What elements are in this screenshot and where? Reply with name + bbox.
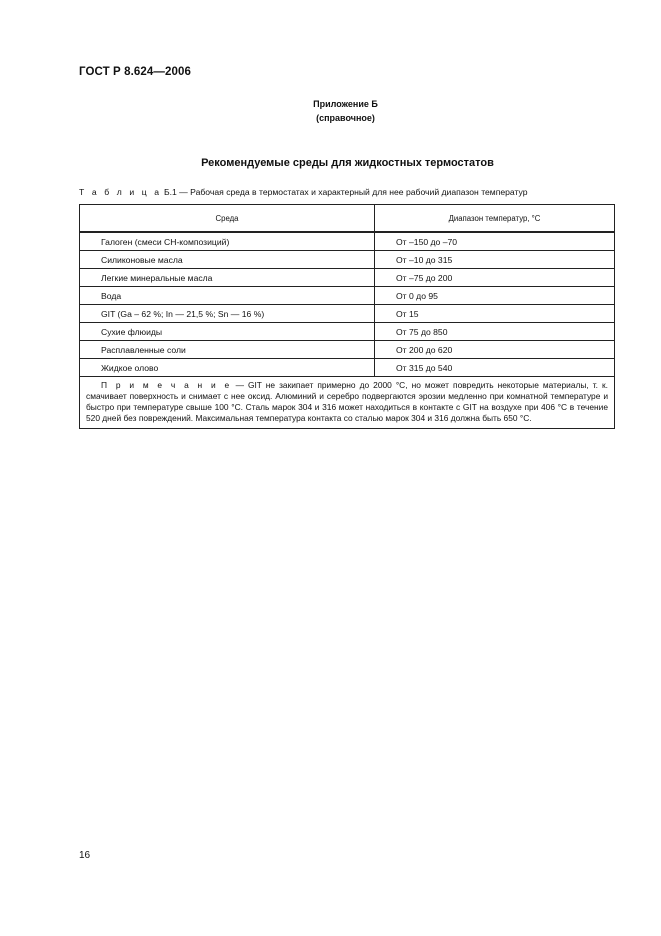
cell-range: От –75 до 200 <box>375 269 615 287</box>
table-caption-text: Б.1 — Рабочая среда в термостатах и характерный для нее рабочий диапазон температур <box>161 187 528 197</box>
cell-medium: Сухие флюиды <box>80 323 375 341</box>
cell-range: От –150 до –70 <box>375 232 615 251</box>
page-title: Рекомендуемые среды для жидкостных термостатов <box>201 157 494 169</box>
column-header-range: Диапазон температур, °C <box>375 205 615 233</box>
cell-range: От 200 до 620 <box>375 341 615 359</box>
cell-medium: GIT (Ga – 62 %; In — 21,5 %; Sn — 16 %) <box>80 305 375 323</box>
page-number: 16 <box>79 850 91 861</box>
table-caption-label: Т а б л и ц а <box>79 187 162 197</box>
cell-range: От 15 <box>375 305 615 323</box>
cell-range: От –10 до 315 <box>375 251 615 269</box>
table-row <box>80 287 615 305</box>
standard-code: ГОСТ Р 8.624—2006 <box>79 66 191 78</box>
table-header-row <box>80 205 615 233</box>
table-caption <box>79 187 619 197</box>
appendix-heading <box>0 97 661 125</box>
table-row <box>80 305 615 323</box>
note-text: — GIT не закипает примерно до 2000 °C, но может повредить некоторые материалы, т. к. смачивает поверхность и снимает с нее оксид. Алюминий и серебро подвергаются эрозии медленно при комнатной температуре и быстро при температуре свыше 100 °C. Сталь марок 304 и 316 может находиться в контакте с GIT на воздухе при 406 °C в течение 520 дней без повреждений. Максимальная температура контакта со сталью марок 304 и 316 должна быть 650 °C. <box>86 380 608 423</box>
appendix-title: Приложение Б <box>313 99 378 109</box>
cell-range: От 315 до 540 <box>375 359 615 377</box>
cell-medium: Силиконовые масла <box>80 251 375 269</box>
note-label: П р и м е ч а н и е <box>101 380 232 390</box>
cell-medium: Расплавленные соли <box>80 341 375 359</box>
cell-range: От 0 до 95 <box>375 287 615 305</box>
table-row <box>80 341 615 359</box>
table-row <box>80 251 615 269</box>
cell-medium: Легкие минеральные масла <box>80 269 375 287</box>
media-table <box>79 204 615 429</box>
appendix-subtitle: (справочное) <box>316 113 375 123</box>
table-note <box>80 377 615 429</box>
cell-medium: Вода <box>80 287 375 305</box>
table-row <box>80 323 615 341</box>
cell-range: От 75 до 850 <box>375 323 615 341</box>
cell-medium: Галоген (смеси CH-композиций) <box>80 232 375 251</box>
table-row <box>80 359 615 377</box>
table-row <box>80 232 615 251</box>
table-row <box>80 269 615 287</box>
cell-medium: Жидкое олово <box>80 359 375 377</box>
table-note-row <box>80 377 615 429</box>
column-header-medium: Среда <box>80 205 375 233</box>
